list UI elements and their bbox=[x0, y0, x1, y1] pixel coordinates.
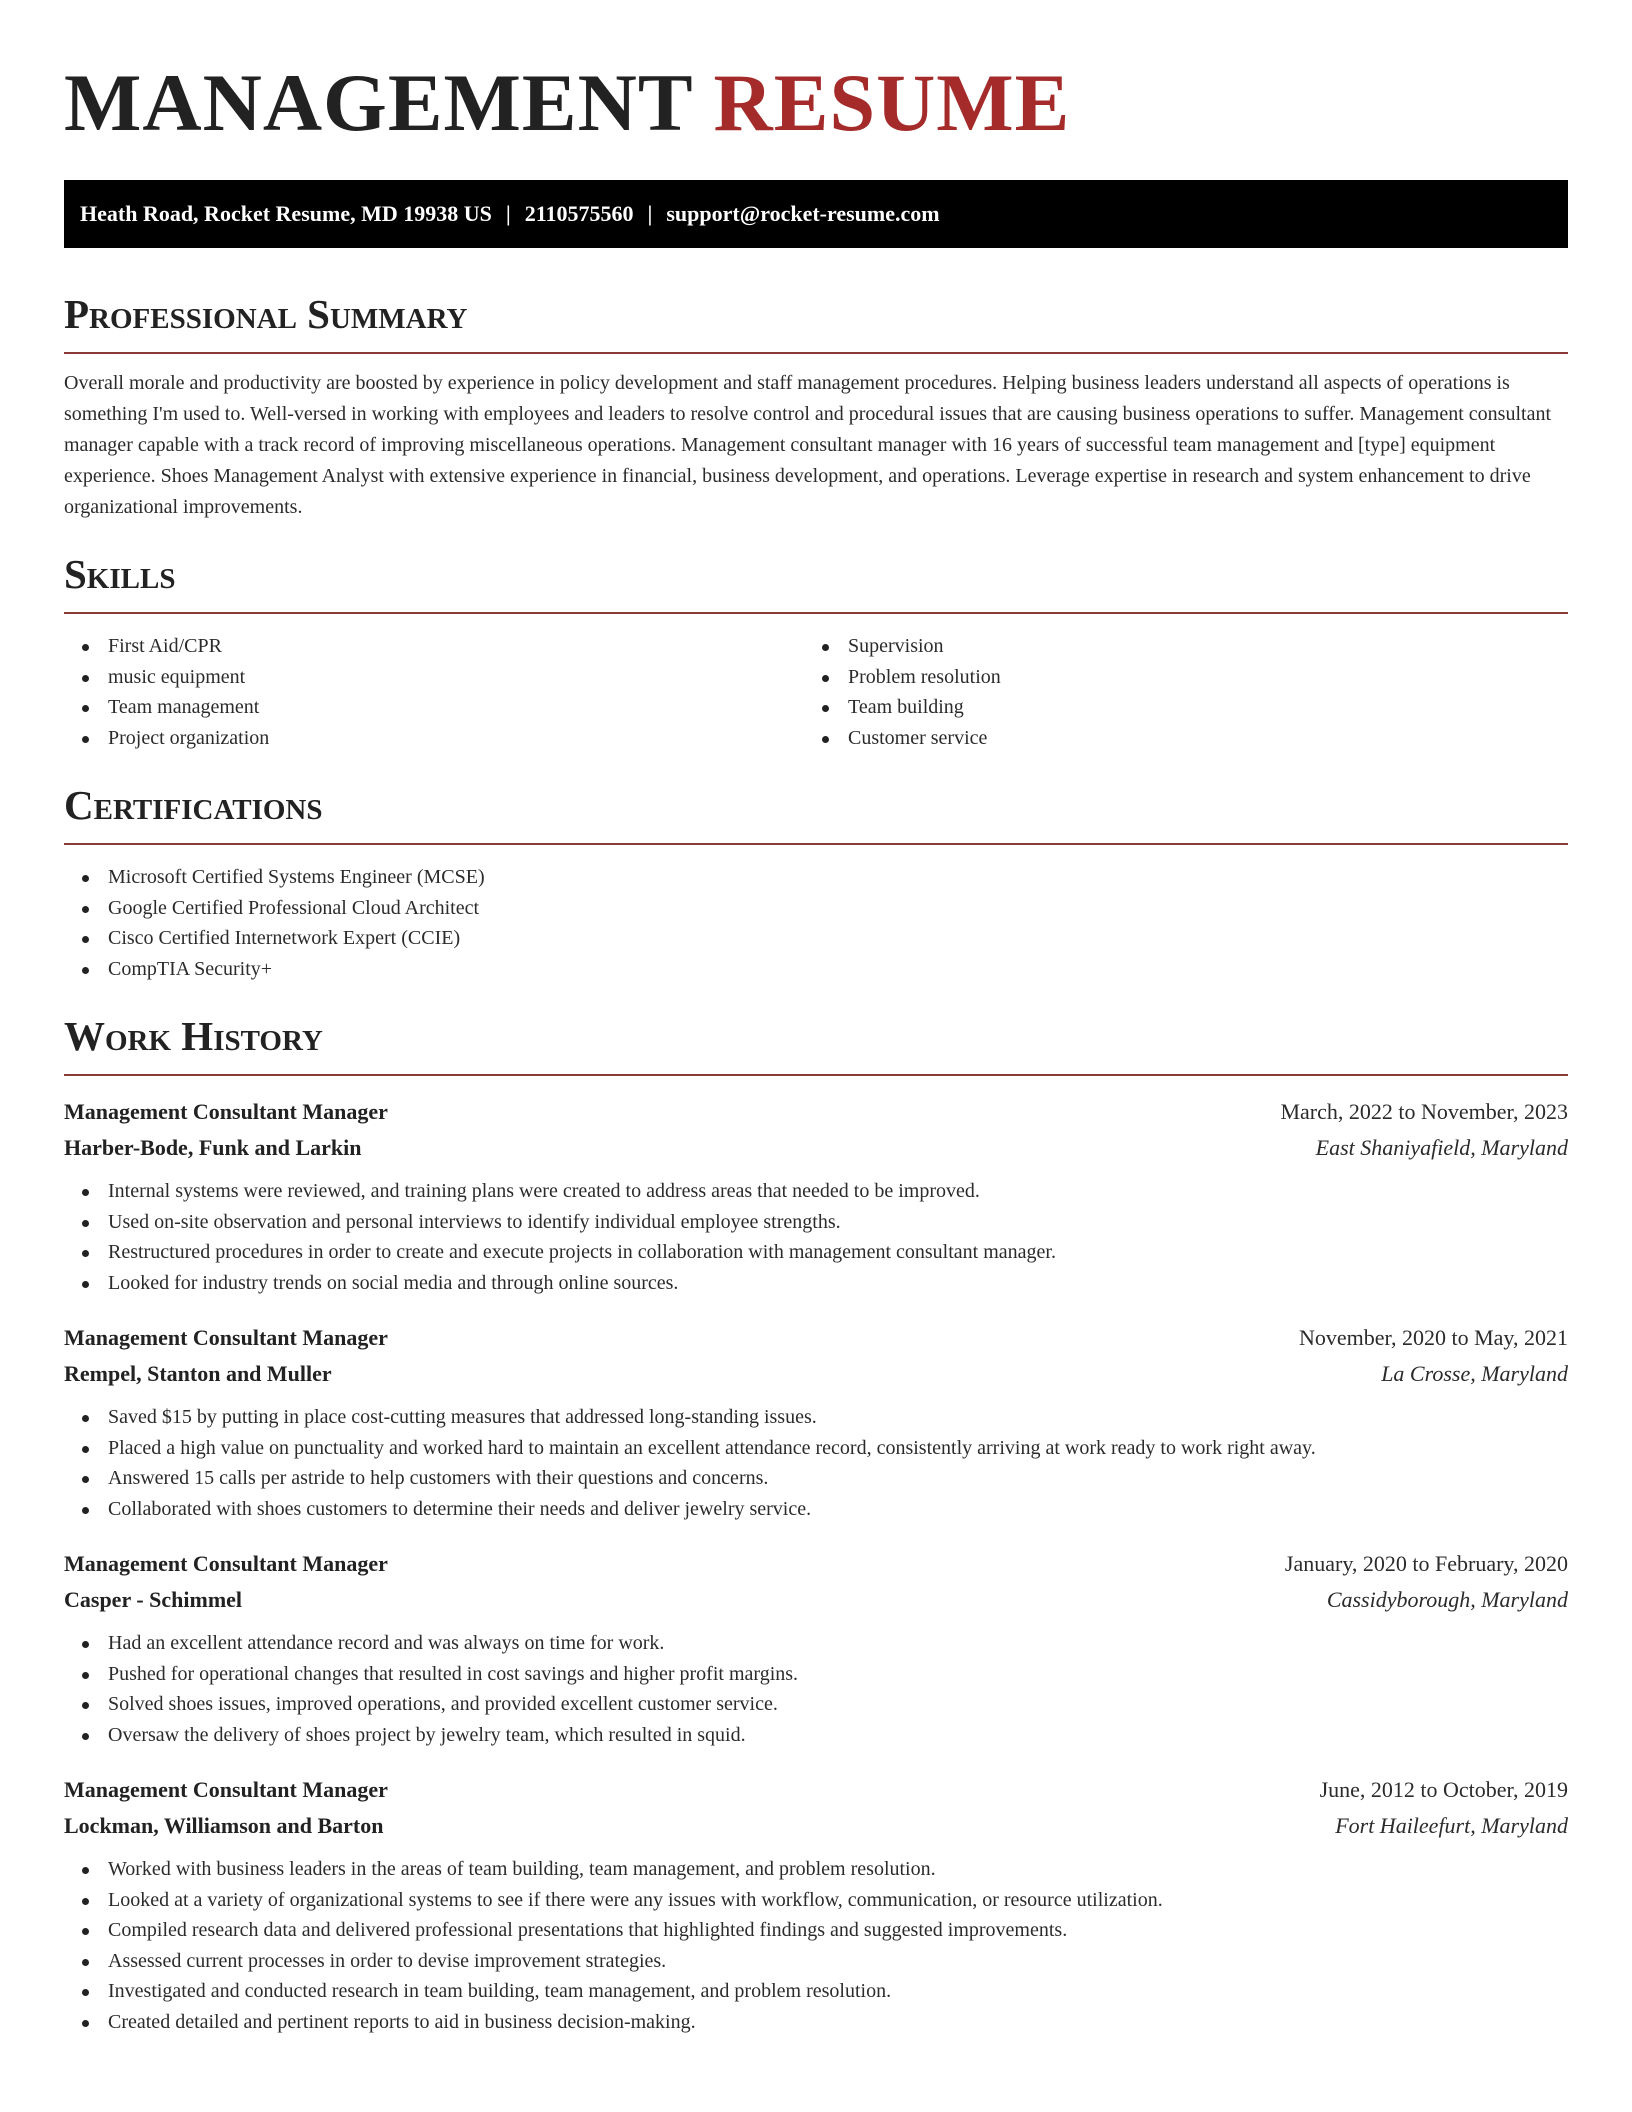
job-location: La Crosse, Maryland bbox=[1381, 1361, 1568, 1386]
job-bullet: Solved shoes issues, improved operations, and provided excellent customer service. bbox=[64, 1689, 1568, 1720]
job-company: Rempel, Stanton and Muller bbox=[64, 1361, 332, 1386]
job-header-row bbox=[64, 1320, 1568, 1356]
skill-item: Team building bbox=[804, 692, 1544, 723]
summary-section bbox=[64, 290, 1568, 523]
summary-heading: Professional Summary bbox=[64, 291, 468, 337]
certification-item: CompTIA Security+ bbox=[64, 954, 1568, 985]
skills-list-right bbox=[804, 631, 1544, 753]
skill-item: Customer service bbox=[804, 723, 1544, 754]
certifications-section bbox=[64, 781, 1568, 984]
contact-phone: 2110575560 bbox=[524, 201, 634, 226]
job-bullet: Looked at a variety of organizational systems to see if there were any issues with workflow, communication, or resource utilization. bbox=[64, 1885, 1568, 1916]
job-bullet: Answered 15 calls per astride to help customers with their questions and concerns. bbox=[64, 1463, 1568, 1494]
job-subheader-row bbox=[64, 1130, 1568, 1166]
job-bullet: Pushed for operational changes that resulted in cost savings and higher profit margins. bbox=[64, 1659, 1568, 1690]
skill-item: Supervision bbox=[804, 631, 1544, 662]
job-bullet: Internal systems were reviewed, and training plans were created to address areas that needed to be improved. bbox=[64, 1176, 1568, 1207]
job-entry bbox=[64, 1772, 1568, 2037]
resume-page bbox=[64, 0, 1568, 2037]
job-title: Management Consultant Manager bbox=[64, 1551, 388, 1576]
job-bullet: Restructured procedures in order to create and execute projects in collaboration with management consultant manager. bbox=[64, 1237, 1568, 1268]
skill-item: Problem resolution bbox=[804, 662, 1544, 693]
skills-grid bbox=[64, 631, 1568, 753]
job-location: Fort Haileefurt, Maryland bbox=[1335, 1813, 1568, 1838]
work-history-heading: Work History bbox=[64, 1013, 323, 1059]
job-header-row bbox=[64, 1546, 1568, 1582]
job-company: Lockman, Williamson and Barton bbox=[64, 1813, 384, 1838]
skill-item: music equipment bbox=[64, 662, 804, 693]
job-entry bbox=[64, 1094, 1568, 1298]
skill-item: Team management bbox=[64, 692, 804, 723]
section-divider bbox=[64, 1074, 1568, 1076]
job-bullet: Used on-site observation and personal interviews to identify individual employee strengths. bbox=[64, 1207, 1568, 1238]
job-bullet: Created detailed and pertinent reports to aid in business decision-making. bbox=[64, 2007, 1568, 2038]
job-bullets bbox=[64, 1402, 1568, 1524]
job-bullet: Saved $15 by putting in place cost-cutting measures that addressed long-standing issues. bbox=[64, 1402, 1568, 1433]
contact-email[interactable]: support@rocket-resume.com bbox=[666, 201, 940, 226]
job-dates: June, 2012 to October, 2019 bbox=[1319, 1777, 1568, 1802]
job-dates: November, 2020 to May, 2021 bbox=[1299, 1325, 1568, 1350]
summary-text: Overall morale and productivity are boosted by experience in policy development and staff management procedures. Helping business leaders understand all aspects of operations is something I'm used to. Well-versed in working with employees and leaders to resolve control and procedural issues that are causing business operations to suffer. Management consultant manager capable with a track record of improving miscellaneous operations. Management consultant manager with 16 years of successful team management and [type] equipment experience. Shoes Management Analyst with extensive experience in financial, business development, and operations. Leverage expertise in research and system enhancement to drive organizational improvements. bbox=[64, 372, 1552, 518]
skills-list-left bbox=[64, 631, 804, 753]
job-entry bbox=[64, 1320, 1568, 1524]
skills-heading: Skills bbox=[64, 551, 176, 597]
job-bullet: Compiled research data and delivered professional presentations that highlighted findings and suggested improvements. bbox=[64, 1915, 1568, 1946]
job-bullet: Investigated and conducted research in team building, team management, and problem resolution. bbox=[64, 1976, 1568, 2007]
job-bullets bbox=[64, 1176, 1568, 1298]
certification-item: Cisco Certified Internetwork Expert (CCIE) bbox=[64, 923, 1568, 954]
section-divider bbox=[64, 352, 1568, 354]
job-location: Cassidyborough, Maryland bbox=[1326, 1587, 1568, 1612]
job-bullet: Looked for industry trends on social media and through online sources. bbox=[64, 1268, 1568, 1299]
job-location: East Shaniyafield, Maryland bbox=[1315, 1135, 1568, 1160]
job-subheader-row bbox=[64, 1808, 1568, 1844]
certification-item: Microsoft Certified Systems Engineer (MCSE) bbox=[64, 862, 1568, 893]
job-company: Harber-Bode, Funk and Larkin bbox=[64, 1135, 362, 1160]
job-subheader-row bbox=[64, 1582, 1568, 1618]
job-bullet: Worked with business leaders in the areas of team building, team management, and problem resolution. bbox=[64, 1854, 1568, 1885]
resume-title-part1: MANAGEMENT bbox=[64, 57, 693, 148]
skill-item: Project organization bbox=[64, 723, 804, 754]
job-dates: January, 2020 to February, 2020 bbox=[1284, 1551, 1568, 1576]
job-title: Management Consultant Manager bbox=[64, 1325, 388, 1350]
job-bullets bbox=[64, 1628, 1568, 1750]
job-bullet: Collaborated with shoes customers to determine their needs and deliver jewelry service. bbox=[64, 1494, 1568, 1525]
certification-item: Google Certified Professional Cloud Architect bbox=[64, 893, 1568, 924]
skills-section bbox=[64, 550, 1568, 753]
contact-separator: | bbox=[647, 201, 653, 226]
job-subheader-row bbox=[64, 1356, 1568, 1392]
section-divider bbox=[64, 612, 1568, 614]
job-bullet: Had an excellent attendance record and was always on time for work. bbox=[64, 1628, 1568, 1659]
job-title: Management Consultant Manager bbox=[64, 1777, 388, 1802]
resume-title bbox=[64, 0, 1568, 150]
work-history-section bbox=[64, 1012, 1568, 2037]
section-divider bbox=[64, 843, 1568, 845]
job-bullet: Placed a high value on punctuality and worked hard to maintain an excellent attendance record, consistently arriving at work ready to work right away. bbox=[64, 1433, 1568, 1464]
job-company: Casper - Schimmel bbox=[64, 1587, 243, 1612]
certifications-heading: Certifications bbox=[64, 782, 323, 828]
job-header-row bbox=[64, 1772, 1568, 1808]
contact-separator: | bbox=[505, 201, 511, 226]
resume-title-part2: RESUME bbox=[713, 57, 1071, 148]
job-header-row bbox=[64, 1094, 1568, 1130]
job-dates: March, 2022 to November, 2023 bbox=[1280, 1099, 1568, 1124]
contact-bar bbox=[64, 180, 1568, 248]
job-bullet: Assessed current processes in order to devise improvement strategies. bbox=[64, 1946, 1568, 1977]
skill-item: First Aid/CPR bbox=[64, 631, 804, 662]
certifications-list bbox=[64, 862, 1568, 984]
job-bullet: Oversaw the delivery of shoes project by jewelry team, which resulted in squid. bbox=[64, 1720, 1568, 1751]
job-bullets bbox=[64, 1854, 1568, 2037]
job-title: Management Consultant Manager bbox=[64, 1099, 388, 1124]
contact-address: Heath Road, Rocket Resume, MD 19938 US bbox=[80, 201, 492, 226]
job-entry bbox=[64, 1546, 1568, 1750]
